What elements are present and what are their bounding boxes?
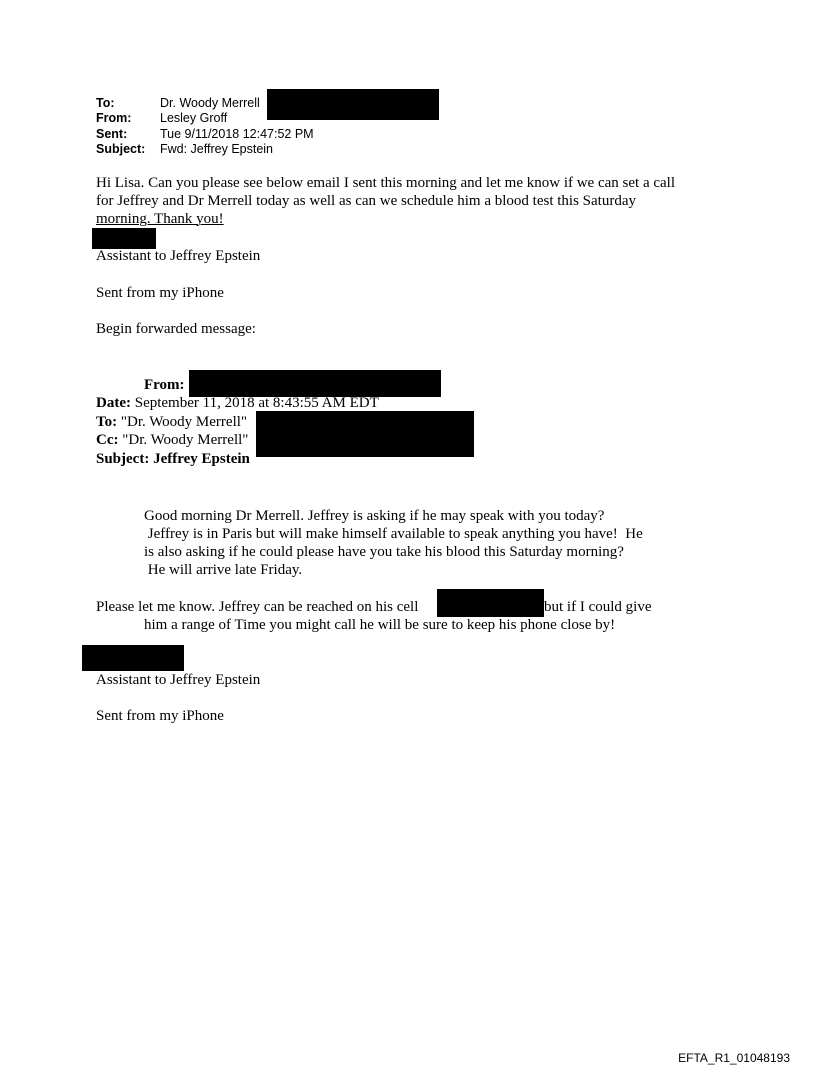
fwd-from-label: From: [144, 377, 185, 393]
signature-title: Assistant to Jeffrey Epstein [96, 248, 261, 264]
fwd-message-line: Good morning Dr Merrell. Jeffrey is asking if he may speak with you today? [144, 508, 605, 524]
to-value: Dr. Woody Merrell [160, 96, 260, 110]
fwd-subject-value: Jeffrey Epstein [153, 450, 250, 467]
fwd-date-label: Date: [96, 395, 131, 411]
intro-line: Hi Lisa. Can you please see below email I sent this morning and let me know if we can set a call [96, 175, 676, 191]
redaction-box [267, 89, 439, 120]
from-value: Lesley Groff [160, 111, 228, 125]
intro-paragraph [96, 174, 736, 228]
fwd-signature-title: Assistant to Jeffrey Epstein [96, 672, 261, 688]
begin-forwarded: Begin forwarded message: [96, 321, 256, 337]
redaction-box [189, 370, 441, 397]
intro-line: morning. Thank you! [96, 211, 224, 227]
subject-label: Subject: [96, 142, 146, 156]
fwd-to-label: To: [96, 413, 118, 430]
fwd-subject-label: Subject: [96, 450, 150, 467]
subject-value: Fwd: Jeffrey Epstein [160, 142, 274, 156]
closing-line-2: him a range of Time you might call he will be sure to keep his phone close by! [144, 617, 616, 633]
fwd-date-value: September 11, 2018 at 8:43:55 AM EDT [134, 395, 379, 411]
fwd-to-value: "Dr. Woody Merrell" [120, 413, 248, 430]
sent-label: Sent: [96, 127, 128, 141]
fwd-sent-from: Sent from my iPhone [96, 708, 224, 724]
fwd-cc-label: Cc: [96, 432, 119, 448]
from-label: From: [96, 111, 132, 125]
redaction-box [92, 228, 156, 249]
redaction-box [256, 411, 474, 457]
closing-line-b: but if I could give [544, 599, 652, 615]
to-label: To: [96, 96, 115, 110]
intro-line: for Jeffrey and Dr Merrell today as well as can we schedule him a blood test this Saturday [96, 193, 636, 209]
sent-from: Sent from my iPhone [96, 285, 224, 301]
closing-line-a: Please let me know. Jeffrey can be reached on his cell [96, 599, 419, 615]
sent-value: Tue 9/11/2018 12:47:52 PM [160, 127, 314, 141]
fwd-message-line: He will arrive late Friday. [144, 562, 303, 578]
document-id: EFTA_R1_01048193 [678, 1051, 790, 1065]
fwd-message-line: is also asking if he could please have you take his blood this Saturday morning? [144, 544, 624, 560]
redaction-box [82, 645, 184, 671]
fwd-cc-value: "Dr. Woody Merrell" [122, 432, 249, 448]
fwd-message [144, 507, 784, 579]
redaction-box [437, 589, 544, 617]
fwd-message-line: Jeffrey is in Paris but will make himself available to speak anything you have! He [144, 526, 643, 542]
